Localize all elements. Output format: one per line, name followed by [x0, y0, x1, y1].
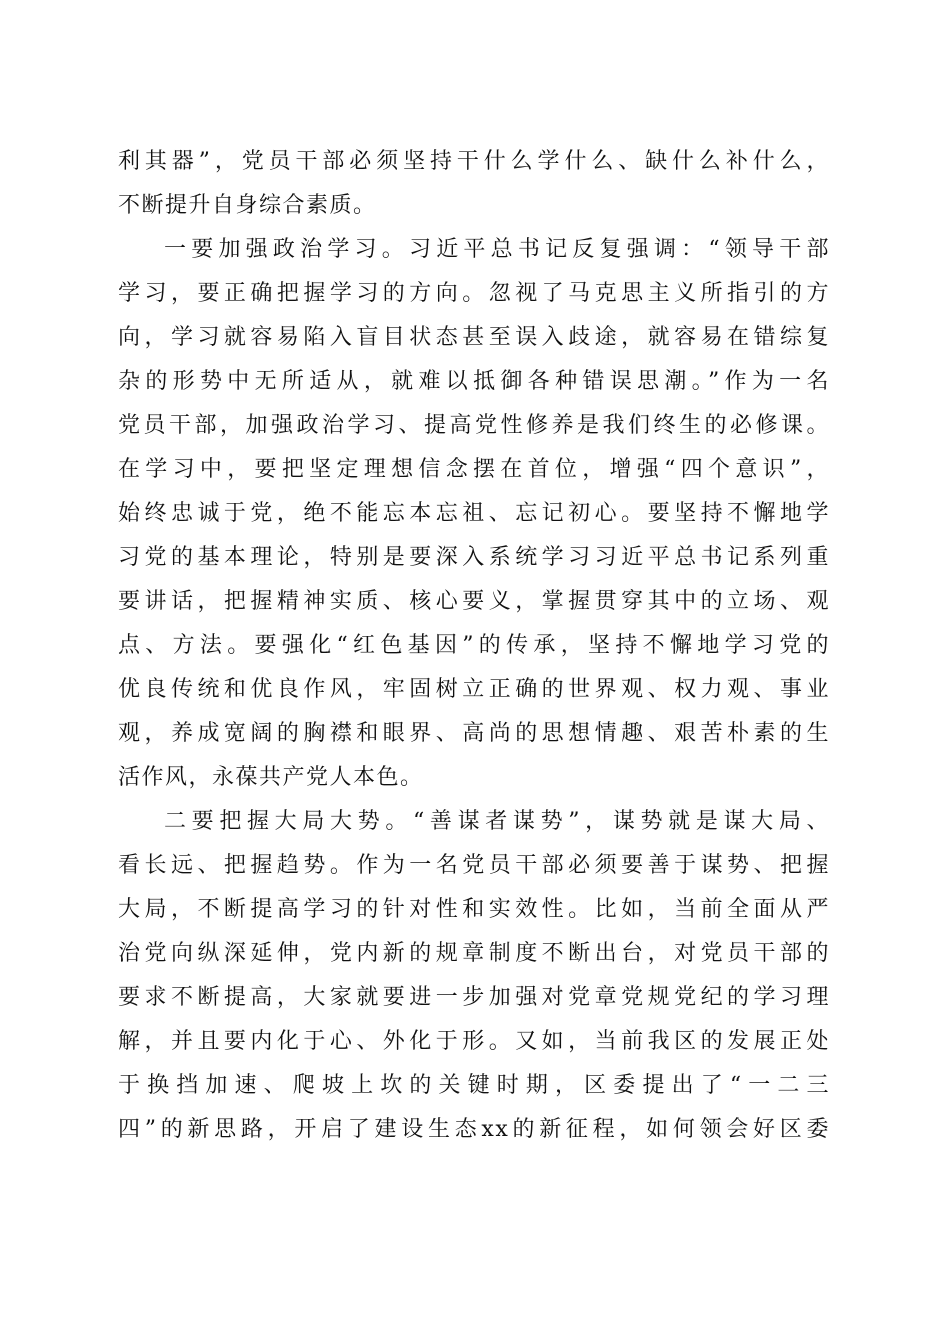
text-line: 不断提升自身综合素质。: [118, 193, 377, 218]
text-line: 始终忠诚于党，绝不能忘本忘祖、忘记初心。要坚持不懈地学: [118, 501, 830, 526]
text-line: 利其器”，党员干部必须坚持干什么学什么、缺什么补什么，: [118, 149, 830, 174]
text-line: 于换挡加速、爬坡上坎的关键时期，区委提出了“一二三: [118, 1073, 830, 1098]
text-line: 观，养成宽阔的胸襟和眼界、高尚的思想情趣、艰苦朴素的生: [118, 721, 830, 746]
text-line: 要讲话，把握精神实质、核心要义，掌握贯穿其中的立场、观: [118, 589, 830, 614]
text-line: 杂的形势中无所适从，就难以抵御各种错误思潮。”作为一名: [118, 369, 830, 394]
text-line: 学习，要正确把握学习的方向。忽视了马克思主义所指引的方: [118, 281, 830, 306]
text-line: 要求不断提高，大家就要进一步加强对党章党规党纪的学习理: [118, 985, 830, 1010]
text-line: 优良传统和优良作风，牢固树立正确的世界观、权力观、事业: [118, 677, 830, 702]
text-line: 活作风，永葆共产党人本色。: [118, 765, 424, 790]
text-line: 四”的新思路，开启了建设生态xx的新征程，如何领会好区委: [118, 1117, 830, 1142]
body-text: [118, 140, 830, 1152]
paragraph-start-line: 一要加强政治学习。习近平总书记反复强调：“领导干部: [164, 237, 830, 262]
text-line: 点、方法。要强化“红色基因”的传承，坚持不懈地学习党的: [118, 633, 830, 658]
text-line: 解，并且要内化于心、外化于形。又如，当前我区的发展正处: [118, 1029, 830, 1054]
text-line: 看长远、把握趋势。作为一名党员干部必须要善于谋势、把握: [118, 853, 830, 878]
text-line: 在学习中，要把坚定理想信念摆在首位，增强“四个意识”，: [118, 457, 830, 482]
paragraph-start-line: 二要把握大局大势。“善谋者谋势”，谋势就是谋大局、: [164, 809, 830, 834]
text-line: 大局，不断提高学习的针对性和实效性。比如，当前全面从严: [118, 897, 830, 922]
text-line: 向，学习就容易陷入盲目状态甚至误入歧途，就容易在错综复: [118, 325, 830, 350]
text-line: 党员干部，加强政治学习、提高党性修养是我们终生的必修课。: [118, 413, 830, 438]
text-line: 治党向纵深延伸，党内新的规章制度不断出台，对党员干部的: [118, 941, 830, 966]
text-line: 习党的基本理论，特别是要深入系统学习习近平总书记系列重: [118, 545, 830, 570]
